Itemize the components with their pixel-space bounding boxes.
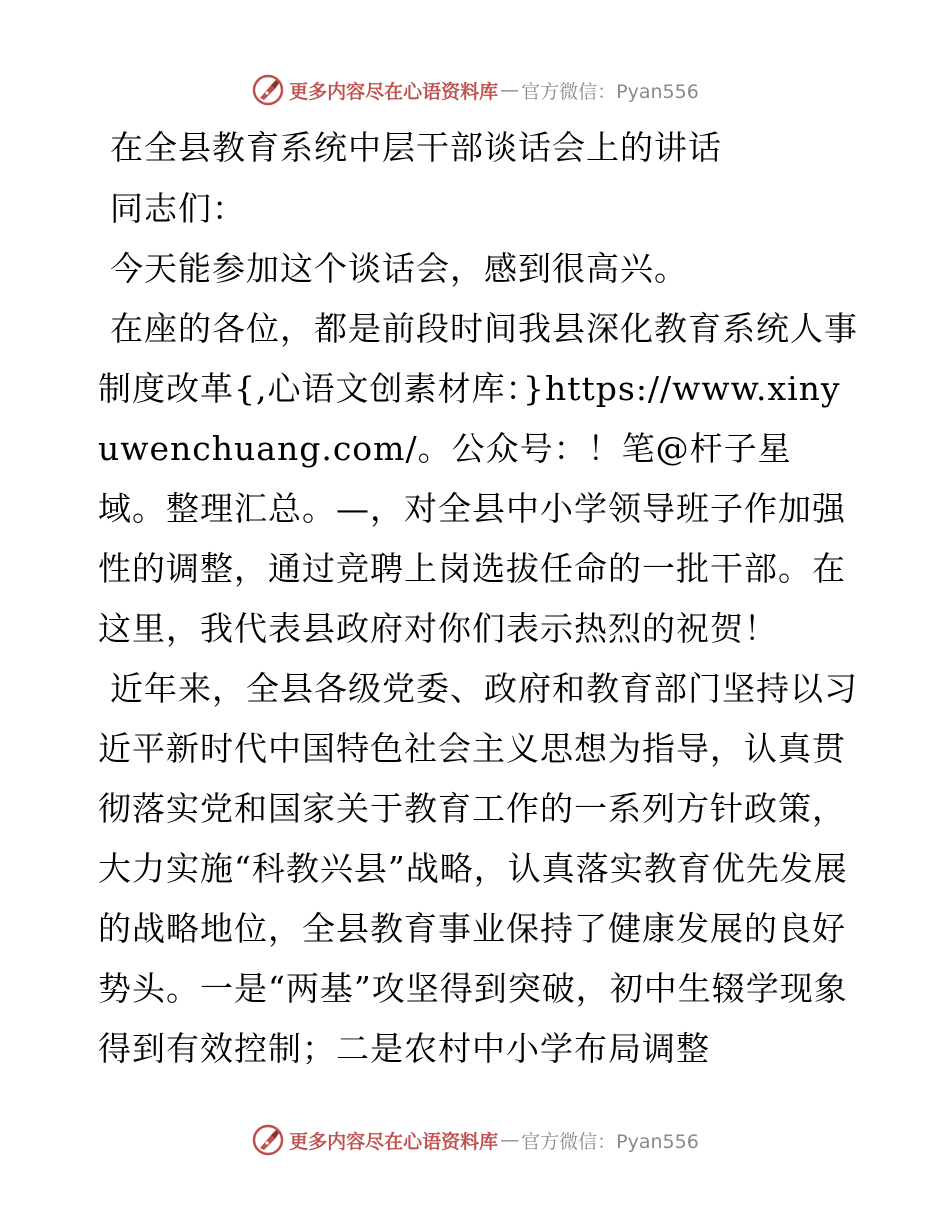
header-banner [0,70,950,110]
pen-nib-logo-icon [251,1123,285,1157]
paragraph: 今天能参加这个谈话会，感到很高兴。 [110,249,688,288]
banner-contact: 官方微信：Pyan556 [521,1130,699,1153]
banner-text: 更多内容尽在心语资料库 [289,1130,499,1153]
banner-separator: — [500,79,520,101]
banner-text: 更多内容尽在心语资料库 [289,80,499,103]
pen-nib-logo-icon [251,73,285,107]
document-title: 在全县教育系统中层干部谈话会上的讲话 [110,128,722,167]
banner-contact: 官方微信：Pyan556 [521,80,699,103]
paragraph: 近年来，全县各级党委、政府和教育部门坚持以习近平新时代中国特色社会主义思想为指导，认真贯彻落实党和国家关于教育工作的一系列方针政策，大力实施“科教兴县”战略，认真落实教育优先发展的战略地位，全县教育事业保持了健康发展的良好势头。一是“两基”攻坚得到突破，初中生辍学现象得到有效控制；二是农村中小学布局调整 [98,669,858,1068]
paragraph: 在座的各位，都是前段时间我县深化教育系统人事制度改革{,心语文创素材库：}https://www.xinyuwenchuang.com/。公众号：！笔@杆子星域。整理汇总。—，对全县中小学领导班子作加强性的调整，通过竞聘上岗选拔任命的一批干部。在这里，我代表县政府对你们表示热烈的祝贺！ [98,309,858,648]
paragraph: 同志们： [110,189,246,228]
footer-banner [0,1120,950,1160]
document-body [98,118,858,1079]
banner-separator: — [500,1129,520,1151]
